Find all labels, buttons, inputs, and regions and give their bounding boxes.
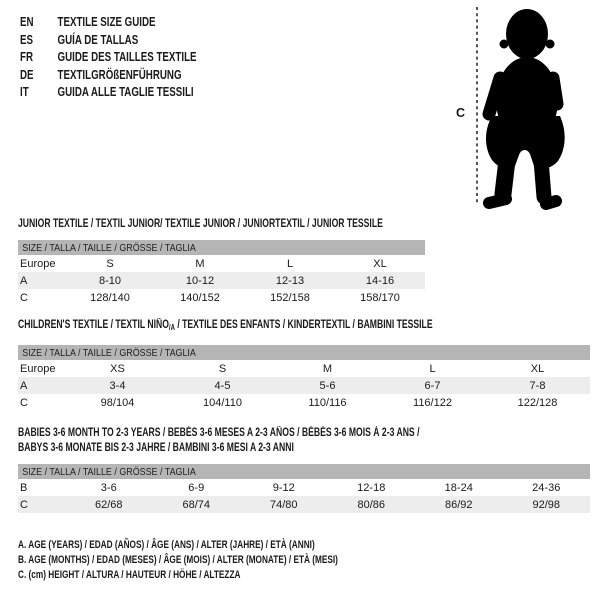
size-header-label: SIZE / TALLA / TAILLE / GRÖSSE / TAGLIA	[22, 241, 196, 254]
row-label: C	[20, 291, 28, 304]
table-cell: 3-4	[109, 379, 126, 392]
language-row-de	[20, 66, 197, 84]
table-row-europe	[18, 255, 425, 272]
children-title-sub: /A	[168, 323, 175, 332]
table-cell: 128/140	[90, 291, 130, 304]
junior-table	[18, 240, 425, 306]
size-header-bar	[18, 345, 590, 360]
table-cell: S	[218, 362, 227, 375]
table-cell: 74/80	[269, 498, 298, 511]
size-header-bar	[18, 464, 590, 479]
table-cell: XL	[530, 362, 545, 375]
language-title: GUIDA ALLE TAGLIE TESSILI	[57, 84, 194, 100]
children-table	[18, 345, 590, 411]
language-title: GUÍA DE TALLAS	[57, 31, 139, 47]
language-row-it	[20, 83, 197, 101]
size-header-bar	[18, 240, 425, 255]
babies-table	[18, 464, 590, 513]
language-code: ES	[20, 31, 34, 47]
language-title: GUIDE DES TAILLES TEXTILE	[57, 49, 197, 65]
table-row-height	[18, 394, 590, 411]
table-cell: 98/104	[100, 396, 135, 409]
table-cell: 6-7	[424, 379, 441, 392]
language-row-es	[20, 31, 197, 49]
table-cell: M	[195, 257, 205, 270]
table-cell: XS	[110, 362, 125, 375]
row-label: A	[20, 274, 28, 287]
table-row-height	[18, 289, 425, 306]
table-cell: L	[286, 257, 294, 270]
table-cell: 10-12	[185, 274, 215, 287]
size-header-label: SIZE / TALLA / TAILLE / GRÖSSE / TAGLIA	[22, 465, 196, 478]
table-cell: 4-5	[214, 379, 231, 392]
table-cell: 68/74	[182, 498, 211, 511]
table-cell: 3-6	[100, 481, 117, 494]
table-row-europe	[18, 360, 590, 377]
table-cell: 6-9	[188, 481, 205, 494]
language-title: TEXTILGRÖßENFÜHRUNG	[57, 66, 182, 82]
table-cell: 8-10	[98, 274, 122, 287]
language-code: DE	[20, 66, 34, 82]
language-code: EN	[20, 14, 34, 30]
babies-title-line1: BABIES 3-6 MONTH TO 2-3 YEARS / BEBÉS 3-6 MESES A 2-3 AÑOS / BÉBÉS 3-6 MOIS À 2-3 ANS /	[18, 427, 420, 439]
children-title-post: / TEXTILE DES ENFANTS / KINDERTEXTIL / BAMBINI TESSILE	[174, 319, 433, 331]
language-title-list	[20, 13, 197, 101]
table-cell: 7-8	[529, 379, 546, 392]
row-label: C	[20, 396, 28, 409]
table-cell: S	[106, 257, 114, 270]
toddler-figure	[450, 0, 600, 215]
table-cell: 80/86	[357, 498, 386, 511]
table-cell: 122/128	[517, 396, 558, 409]
junior-table-title: JUNIOR TEXTILE / TEXTIL JUNIOR/ TEXTILE JUNIOR / JUNIORTEXTIL / JUNIOR TESSILE	[18, 218, 383, 230]
row-label: B	[20, 481, 28, 494]
table-cell: 5-6	[319, 379, 336, 392]
children-title-pre: CHILDREN'S TEXTILE / TEXTIL NIÑO	[18, 319, 169, 331]
table-cell: 12-18	[357, 481, 386, 494]
language-code: IT	[20, 84, 29, 100]
row-label: A	[20, 379, 28, 392]
table-cell: L	[429, 362, 436, 375]
language-title: TEXTILE SIZE GUIDE	[57, 14, 156, 30]
footnote-height: C. (cm) HEIGHT / ALTURA / HAUTEUR / HÖHE / ALTEZZA	[18, 569, 241, 581]
table-cell: 152/158	[270, 291, 310, 304]
table-cell: 24-36	[532, 481, 561, 494]
size-header-label: SIZE / TALLA / TAILLE / GRÖSSE / TAGLIA	[22, 346, 196, 359]
table-cell: 86/92	[444, 498, 473, 511]
table-row-age	[18, 272, 425, 289]
children-table-title	[18, 318, 433, 335]
babies-table-title	[18, 426, 419, 456]
figure-height-label: C	[456, 106, 466, 120]
table-cell: 158/170	[360, 291, 400, 304]
table-cell: M	[322, 362, 333, 375]
language-row-en	[20, 13, 197, 31]
table-cell: 104/110	[203, 396, 242, 409]
row-label: Europe	[20, 362, 56, 375]
language-row-fr	[20, 48, 197, 66]
table-cell: 14-16	[365, 274, 395, 287]
table-row-height	[18, 496, 590, 513]
table-row-age	[18, 377, 590, 394]
babies-title-line2: BABYS 3-6 MONATE BIS 2-3 JAHRE / BAMBINI 3-6 MESI A 2-3 ANNI	[18, 442, 294, 454]
row-label: C	[20, 498, 28, 511]
table-cell: 92/98	[532, 498, 561, 511]
footnote-age-years: A. AGE (YEARS) / EDAD (AÑOS) / ÂGE (ANS) / ALTER (JAHRE) / ETÀ (ANNI)	[18, 539, 315, 551]
table-cell: 62/68	[94, 498, 123, 511]
table-cell: 9-12	[272, 481, 295, 494]
table-row-age-months	[18, 479, 590, 496]
row-label: Europe	[20, 257, 56, 270]
footnote-age-months: B. AGE (MONTHS) / EDAD (MESES) / ÂGE (MOIS) / ALTER (MONATE) / ETÀ (MESI)	[18, 554, 338, 566]
table-cell: 18-24	[444, 481, 473, 494]
table-cell: 140/152	[180, 291, 220, 304]
language-code: FR	[20, 49, 34, 65]
toddler-silhouette-icon	[486, 9, 565, 204]
table-cell: XL	[373, 257, 387, 270]
table-cell: 116/122	[413, 396, 452, 409]
table-cell: 12-13	[275, 274, 305, 287]
footnote-legend	[18, 538, 338, 583]
table-cell: 110/116	[308, 396, 347, 409]
